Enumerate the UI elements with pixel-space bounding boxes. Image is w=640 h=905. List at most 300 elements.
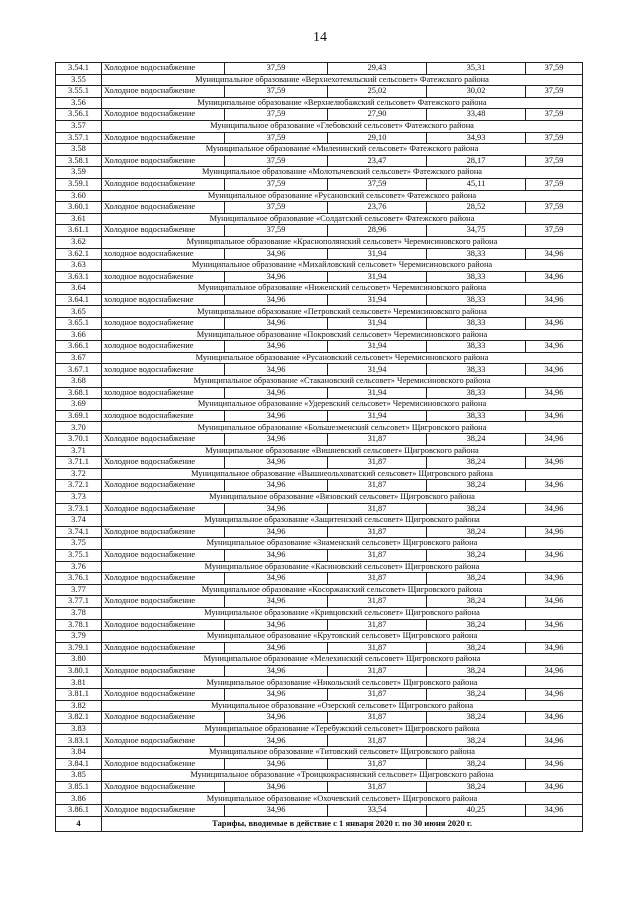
tariff-value-2: 31,94 — [328, 410, 427, 422]
tariff-value-2: 28,96 — [328, 225, 427, 237]
tariff-value-3: 38,24 — [427, 642, 526, 654]
tariff-value-2: 31,87 — [328, 549, 427, 561]
municipality-name: Муниципальное образование «Теребужский сельсовет» Щигровского района — [102, 723, 583, 735]
tariff-value-4: 34,96 — [526, 642, 583, 654]
tariff-value-4: 37,59 — [526, 178, 583, 190]
service-name: Холодное водоснабжение — [102, 202, 225, 214]
tariff-value-3: 38,24 — [427, 735, 526, 747]
municipality-row — [56, 422, 583, 434]
tariff-value-4: 37,59 — [526, 86, 583, 98]
row-number: 3.78 — [56, 607, 102, 619]
municipality-row — [56, 561, 583, 573]
tariff-value-1: 37,59 — [225, 132, 328, 144]
tariff-value-3: 38,24 — [427, 712, 526, 724]
tariff-value-2: 37,59 — [328, 178, 427, 190]
tariff-value-2: 29,10 — [328, 132, 427, 144]
row-number: 3.56.1 — [56, 109, 102, 121]
table-row — [56, 364, 583, 376]
table-row — [56, 573, 583, 585]
row-number: 3.64 — [56, 283, 102, 295]
tariff-value-3: 38,24 — [427, 457, 526, 469]
row-number: 3.57 — [56, 120, 102, 132]
tariff-value-2: 31,94 — [328, 341, 427, 353]
municipality-row — [56, 515, 583, 527]
table-row — [56, 63, 583, 75]
tariff-value-3: 28,52 — [427, 202, 526, 214]
service-name: холодное водоснабжение — [102, 294, 225, 306]
tariff-value-4: 34,96 — [526, 549, 583, 561]
municipality-row — [56, 631, 583, 643]
tariff-value-4: 37,59 — [526, 225, 583, 237]
municipality-name: Муниципальное образование «Никольский сельсовет» Щигровского района — [102, 677, 583, 689]
service-name: Холодное водоснабжение — [102, 225, 225, 237]
service-name: Холодное водоснабжение — [102, 689, 225, 701]
tariff-value-3: 38,24 — [427, 503, 526, 515]
tariff-value-2: 23,76 — [328, 202, 427, 214]
row-number: 3.70.1 — [56, 434, 102, 446]
row-number: 3.67 — [56, 352, 102, 364]
tariff-value-1: 37,59 — [225, 178, 328, 190]
row-number: 3.54.1 — [56, 63, 102, 75]
service-name: Холодное водоснабжение — [102, 155, 225, 167]
row-number: 3.81 — [56, 677, 102, 689]
municipality-row — [56, 399, 583, 411]
row-number: 3.85.1 — [56, 781, 102, 793]
tariff-value-3: 38,33 — [427, 248, 526, 260]
tariff-value-2: 31,87 — [328, 781, 427, 793]
row-number: 3.64.1 — [56, 294, 102, 306]
tariff-value-3: 33,48 — [427, 109, 526, 121]
table-row — [56, 318, 583, 330]
municipality-name: Муниципальное образование «Титовский сельсовет» Щигровского района — [102, 747, 583, 759]
municipality-name: Муниципальное образование «Кривцовский сельсовет» Щигровского района — [102, 607, 583, 619]
tariff-value-4: 34,96 — [526, 805, 583, 817]
tariff-value-3: 34,75 — [427, 225, 526, 237]
municipality-name: Муниципальное образование «Вышнеольховатский сельсовет» Щигровского района — [102, 468, 583, 480]
municipality-name: Муниципальное образование «Русановский сельсовет» Черемисиновского района — [102, 352, 583, 364]
row-number: 3.77.1 — [56, 596, 102, 608]
tariff-value-4: 34,96 — [526, 758, 583, 770]
tariff-value-3: 38,33 — [427, 271, 526, 283]
service-name: Холодное водоснабжение — [102, 86, 225, 98]
tariff-value-4: 34,96 — [526, 364, 583, 376]
municipality-name: Муниципальное образование «Краснополянский сельсовет» Черемисиновского района — [102, 236, 583, 248]
municipality-row — [56, 97, 583, 109]
tariff-value-3: 38,24 — [427, 526, 526, 538]
municipality-row — [56, 770, 583, 782]
row-number: 3.75.1 — [56, 549, 102, 561]
tariff-value-2: 31,87 — [328, 712, 427, 724]
table-row — [56, 596, 583, 608]
row-number: 3.75 — [56, 538, 102, 550]
municipality-row — [56, 74, 583, 86]
row-number: 3.76.1 — [56, 573, 102, 585]
service-name: Холодное водоснабжение — [102, 109, 225, 121]
municipality-name: Муниципальное образование «Верхнелюбажский сельсовет» Фатежского района — [102, 97, 583, 109]
row-number: 3.81.1 — [56, 689, 102, 701]
table-row — [56, 271, 583, 283]
service-name: Холодное водоснабжение — [102, 665, 225, 677]
tariff-value-2: 31,94 — [328, 387, 427, 399]
tariff-value-3: 38,24 — [427, 480, 526, 492]
service-name: холодное водоснабжение — [102, 410, 225, 422]
tariff-value-3: 38,24 — [427, 573, 526, 585]
row-number: 3.78.1 — [56, 619, 102, 631]
municipality-row — [56, 190, 583, 202]
tariff-value-3: 34,93 — [427, 132, 526, 144]
row-number: 3.57.1 — [56, 132, 102, 144]
tariff-value-3: 38,24 — [427, 689, 526, 701]
service-name: Холодное водоснабжение — [102, 480, 225, 492]
row-number: 3.84.1 — [56, 758, 102, 770]
tariff-value-2: 29,43 — [328, 63, 427, 75]
row-number: 3.85 — [56, 770, 102, 782]
tariff-value-3: 40,25 — [427, 805, 526, 817]
tariff-value-4: 34,96 — [526, 434, 583, 446]
tariff-value-2: 27,90 — [328, 109, 427, 121]
table-row — [56, 735, 583, 747]
table-row — [56, 689, 583, 701]
tariff-table — [55, 62, 583, 832]
tariff-value-2: 31,87 — [328, 619, 427, 631]
tariff-value-2: 31,87 — [328, 526, 427, 538]
tariff-value-4: 37,59 — [526, 109, 583, 121]
tariff-value-4: 34,96 — [526, 480, 583, 492]
table-row — [56, 434, 583, 446]
tariff-value-1: 34,96 — [225, 758, 328, 770]
municipality-name: Муниципальное образование «Касиновский сельсовет» Щигровского района — [102, 561, 583, 573]
municipality-row — [56, 607, 583, 619]
tariff-value-3: 38,24 — [427, 781, 526, 793]
table-row — [56, 225, 583, 237]
municipality-name: Муниципальное образование «Вязовский сельсовет» Щигровского района — [102, 491, 583, 503]
tariff-value-2: 31,87 — [328, 596, 427, 608]
tariff-value-4: 34,96 — [526, 689, 583, 701]
tariff-value-1: 37,59 — [225, 86, 328, 98]
service-name: Холодное водоснабжение — [102, 178, 225, 190]
tariff-value-4: 37,59 — [526, 202, 583, 214]
tariff-value-3: 35,31 — [427, 63, 526, 75]
tariff-value-1: 34,96 — [225, 549, 328, 561]
service-name: холодное водоснабжение — [102, 387, 225, 399]
tariff-value-1: 34,96 — [225, 364, 328, 376]
municipality-row — [56, 306, 583, 318]
municipality-row — [56, 793, 583, 805]
row-number: 3.61 — [56, 213, 102, 225]
tariff-value-2: 25,02 — [328, 86, 427, 98]
municipality-name: Муниципальное образование «Вишневский сельсовет» Щигровского района — [102, 445, 583, 457]
tariff-value-2: 31,87 — [328, 735, 427, 747]
municipality-name: Муниципальное образование «Русановский сельсовет» Фатежского района — [102, 190, 583, 202]
tariff-value-3: 38,24 — [427, 434, 526, 446]
tariff-value-1: 34,96 — [225, 805, 328, 817]
table-row — [56, 341, 583, 353]
tariff-value-1: 34,96 — [225, 271, 328, 283]
tariff-value-1: 34,96 — [225, 526, 328, 538]
tariff-value-1: 34,96 — [225, 410, 328, 422]
tariff-value-3: 38,24 — [427, 596, 526, 608]
tariff-value-3: 45,11 — [427, 178, 526, 190]
tariff-value-1: 37,59 — [225, 155, 328, 167]
row-number: 3.67.1 — [56, 364, 102, 376]
service-name: Холодное водоснабжение — [102, 526, 225, 538]
table-row — [56, 712, 583, 724]
tariff-value-2: 31,87 — [328, 573, 427, 585]
table-row — [56, 155, 583, 167]
municipality-row — [56, 654, 583, 666]
row-number: 3.82.1 — [56, 712, 102, 724]
table-row — [56, 480, 583, 492]
municipality-name: Муниципальное образование «Троицкокраснянский сельсовет» Щигровского района — [102, 770, 583, 782]
service-name: Холодное водоснабжение — [102, 781, 225, 793]
table-row — [56, 294, 583, 306]
tariff-value-3: 30,02 — [427, 86, 526, 98]
row-number: 3.83.1 — [56, 735, 102, 747]
row-number: 3.84 — [56, 747, 102, 759]
tariff-value-2: 31,87 — [328, 689, 427, 701]
service-name: холодное водоснабжение — [102, 341, 225, 353]
municipality-row — [56, 213, 583, 225]
row-number: 3.56 — [56, 97, 102, 109]
table-row — [56, 665, 583, 677]
municipality-row — [56, 352, 583, 364]
service-name: Холодное водоснабжение — [102, 596, 225, 608]
tariff-value-3: 38,24 — [427, 665, 526, 677]
municipality-name: Муниципальное образование «Верхнехотемльский сельсовет» Фатежского района — [102, 74, 583, 86]
row-number: 3.71.1 — [56, 457, 102, 469]
service-name: Холодное водоснабжение — [102, 735, 225, 747]
row-number: 3.68.1 — [56, 387, 102, 399]
service-name: Холодное водоснабжение — [102, 457, 225, 469]
tariff-value-1: 37,59 — [225, 63, 328, 75]
tariff-value-3: 38,33 — [427, 364, 526, 376]
tariff-value-2: 31,87 — [328, 758, 427, 770]
municipality-row — [56, 723, 583, 735]
municipality-name: Муниципальное образование «Солдатский сельсовет» Фатежского района — [102, 213, 583, 225]
tariff-value-3: 38,24 — [427, 549, 526, 561]
tariff-value-1: 34,96 — [225, 434, 328, 446]
service-name: Холодное водоснабжение — [102, 503, 225, 515]
tariff-value-4: 34,96 — [526, 781, 583, 793]
municipality-name: Муниципальное образование «Стакановский сельсовет» Черемисиновского района — [102, 376, 583, 388]
page-number: 14 — [313, 30, 327, 45]
municipality-name: Муниципальное образование «Защитенский сельсовет» Щигровского района — [102, 515, 583, 527]
tariff-value-2: 31,94 — [328, 294, 427, 306]
tariff-value-2: 31,87 — [328, 457, 427, 469]
tariff-value-1: 34,96 — [225, 341, 328, 353]
municipality-name: Муниципальное образование «Охочевский сельсовет» Щигровского района — [102, 793, 583, 805]
tariff-value-4: 37,59 — [526, 132, 583, 144]
row-number: 3.58.1 — [56, 155, 102, 167]
tariff-value-4: 34,96 — [526, 526, 583, 538]
tariff-value-3: 38,33 — [427, 387, 526, 399]
row-number: 3.58 — [56, 144, 102, 156]
row-number: 3.65.1 — [56, 318, 102, 330]
municipality-name: Муниципальное образование «Большезменский сельсовет» Щигровского района — [102, 422, 583, 434]
tariff-value-3: 38,33 — [427, 318, 526, 330]
municipality-name: Муниципальное образование «Глебовский сельсовет» Фатежского района — [102, 120, 583, 132]
municipality-row — [56, 376, 583, 388]
table-row — [56, 202, 583, 214]
tariff-value-1: 34,96 — [225, 457, 328, 469]
table-row — [56, 86, 583, 98]
tariff-value-1: 34,96 — [225, 712, 328, 724]
row-number: 3.80.1 — [56, 665, 102, 677]
row-number: 3.86.1 — [56, 805, 102, 817]
tariff-value-1: 34,96 — [225, 689, 328, 701]
table-row — [56, 549, 583, 561]
tariff-value-4: 34,96 — [526, 712, 583, 724]
tariff-value-4: 34,96 — [526, 341, 583, 353]
tariff-value-1: 37,59 — [225, 225, 328, 237]
tariff-value-2: 31,87 — [328, 642, 427, 654]
tariff-value-3: 38,33 — [427, 410, 526, 422]
tariff-value-1: 34,96 — [225, 248, 328, 260]
tariff-value-1: 37,59 — [225, 202, 328, 214]
row-number: 3.73.1 — [56, 503, 102, 515]
tariff-value-2: 31,94 — [328, 248, 427, 260]
tariff-value-2: 23,47 — [328, 155, 427, 167]
tariff-value-4: 34,96 — [526, 573, 583, 585]
row-number: 3.63.1 — [56, 271, 102, 283]
service-name: Холодное водоснабжение — [102, 758, 225, 770]
tariff-value-4: 34,96 — [526, 271, 583, 283]
row-number: 3.59 — [56, 167, 102, 179]
row-number: 3.72.1 — [56, 480, 102, 492]
tariff-value-1: 34,96 — [225, 294, 328, 306]
tariff-value-2: 31,87 — [328, 434, 427, 446]
municipality-name: Муниципальное образование «Косоржанский сельсовет» Щигровского района — [102, 584, 583, 596]
tariff-value-2: 31,87 — [328, 665, 427, 677]
municipality-row — [56, 491, 583, 503]
service-name: холодное водоснабжение — [102, 248, 225, 260]
row-number: 3.79.1 — [56, 642, 102, 654]
municipality-name: Муниципальное образование «Удеревский сельсовет» Черемисиновского района — [102, 399, 583, 411]
tariff-value-4: 34,96 — [526, 665, 583, 677]
row-number: 3.68 — [56, 376, 102, 388]
service-name: холодное водоснабжение — [102, 318, 225, 330]
row-number: 3.65 — [56, 306, 102, 318]
tariff-value-1: 34,96 — [225, 596, 328, 608]
table-row — [56, 805, 583, 817]
row-number: 3.74.1 — [56, 526, 102, 538]
municipality-name: Муниципальное образование «Михайловский сельсовет» Черемисиновского района — [102, 260, 583, 272]
row-number: 3.66 — [56, 329, 102, 341]
municipality-row — [56, 468, 583, 480]
service-name: Холодное водоснабжение — [102, 549, 225, 561]
municipality-row — [56, 236, 583, 248]
service-name: Холодное водоснабжение — [102, 132, 225, 144]
row-number: 3.76 — [56, 561, 102, 573]
tariff-value-2: 31,94 — [328, 318, 427, 330]
row-number: 3.55.1 — [56, 86, 102, 98]
table-row — [56, 526, 583, 538]
tariff-value-4: 34,96 — [526, 387, 583, 399]
row-number: 3.73 — [56, 491, 102, 503]
row-number: 3.59.1 — [56, 178, 102, 190]
service-name: Холодное водоснабжение — [102, 434, 225, 446]
tariff-value-4: 34,96 — [526, 596, 583, 608]
municipality-row — [56, 700, 583, 712]
municipality-name: Муниципальное образование «Ниженский сельсовет» Черемисиновского района — [102, 283, 583, 295]
municipality-name: Муниципальное образование «Озерский сельсовет» Щигровского района — [102, 700, 583, 712]
tariff-value-3: 38,33 — [427, 294, 526, 306]
municipality-name: Муниципальное образование «Миленинский сельсовет» Фатежского района — [102, 144, 583, 156]
municipality-name: Муниципальное образование «Покровский сельсовет» Черемисиновского района — [102, 329, 583, 341]
tariff-value-2: 31,94 — [328, 271, 427, 283]
municipality-row — [56, 329, 583, 341]
table-row — [56, 758, 583, 770]
municipality-row — [56, 584, 583, 596]
table-row — [56, 132, 583, 144]
tariff-table-body — [56, 63, 583, 832]
tariff-value-4: 34,96 — [526, 318, 583, 330]
tariff-value-1: 34,96 — [225, 387, 328, 399]
service-name: Холодное водоснабжение — [102, 619, 225, 631]
tariff-value-1: 34,96 — [225, 735, 328, 747]
table-row — [56, 178, 583, 190]
tariff-value-4: 34,96 — [526, 410, 583, 422]
row-number: 3.69.1 — [56, 410, 102, 422]
row-number: 3.63 — [56, 260, 102, 272]
municipality-name: Муниципальное образование «Крутовский сельсовет» Щигровского района — [102, 631, 583, 643]
row-number: 3.55 — [56, 74, 102, 86]
tariff-value-4: 34,96 — [526, 735, 583, 747]
table-row — [56, 410, 583, 422]
municipality-row — [56, 538, 583, 550]
tariff-value-1: 34,96 — [225, 480, 328, 492]
tariff-value-3: 38,24 — [427, 758, 526, 770]
tariff-value-4: 37,59 — [526, 63, 583, 75]
table-row — [56, 781, 583, 793]
municipality-name: Муниципальное образование «Знаменский сельсовет» Щигровского района — [102, 538, 583, 550]
service-name: холодное водоснабжение — [102, 364, 225, 376]
tariff-value-1: 34,96 — [225, 665, 328, 677]
row-number: 3.86 — [56, 793, 102, 805]
section-heading-row — [56, 816, 583, 831]
municipality-row — [56, 747, 583, 759]
row-number: 3.61.1 — [56, 225, 102, 237]
table-row — [56, 248, 583, 260]
tariff-value-1: 34,96 — [225, 781, 328, 793]
row-number: 3.82 — [56, 700, 102, 712]
table-row — [56, 619, 583, 631]
municipality-row — [56, 445, 583, 457]
row-number: 3.79 — [56, 631, 102, 643]
service-name: Холодное водоснабжение — [102, 712, 225, 724]
table-row — [56, 503, 583, 515]
row-number: 3.60 — [56, 190, 102, 202]
row-number: 4 — [56, 816, 102, 831]
row-number: 3.60.1 — [56, 202, 102, 214]
row-number: 3.69 — [56, 399, 102, 411]
tariff-value-1: 34,96 — [225, 642, 328, 654]
tariff-value-1: 34,96 — [225, 619, 328, 631]
row-number: 3.74 — [56, 515, 102, 527]
tariff-value-4: 37,59 — [526, 155, 583, 167]
row-number: 3.62 — [56, 236, 102, 248]
section-heading: Тарифы, вводимые в действие с 1 января 2020 г. по 30 июня 2020 г. — [102, 816, 583, 831]
municipality-row — [56, 260, 583, 272]
row-number: 3.62.1 — [56, 248, 102, 260]
tariff-value-4: 34,96 — [526, 457, 583, 469]
tariff-value-1: 34,96 — [225, 503, 328, 515]
tariff-value-1: 34,96 — [225, 573, 328, 585]
tariff-value-2: 33,54 — [328, 805, 427, 817]
service-name: Холодное водоснабжение — [102, 805, 225, 817]
municipality-name: Муниципальное образование «Молотычевский сельсовет» Фатежского района — [102, 167, 583, 179]
row-number: 3.66.1 — [56, 341, 102, 353]
